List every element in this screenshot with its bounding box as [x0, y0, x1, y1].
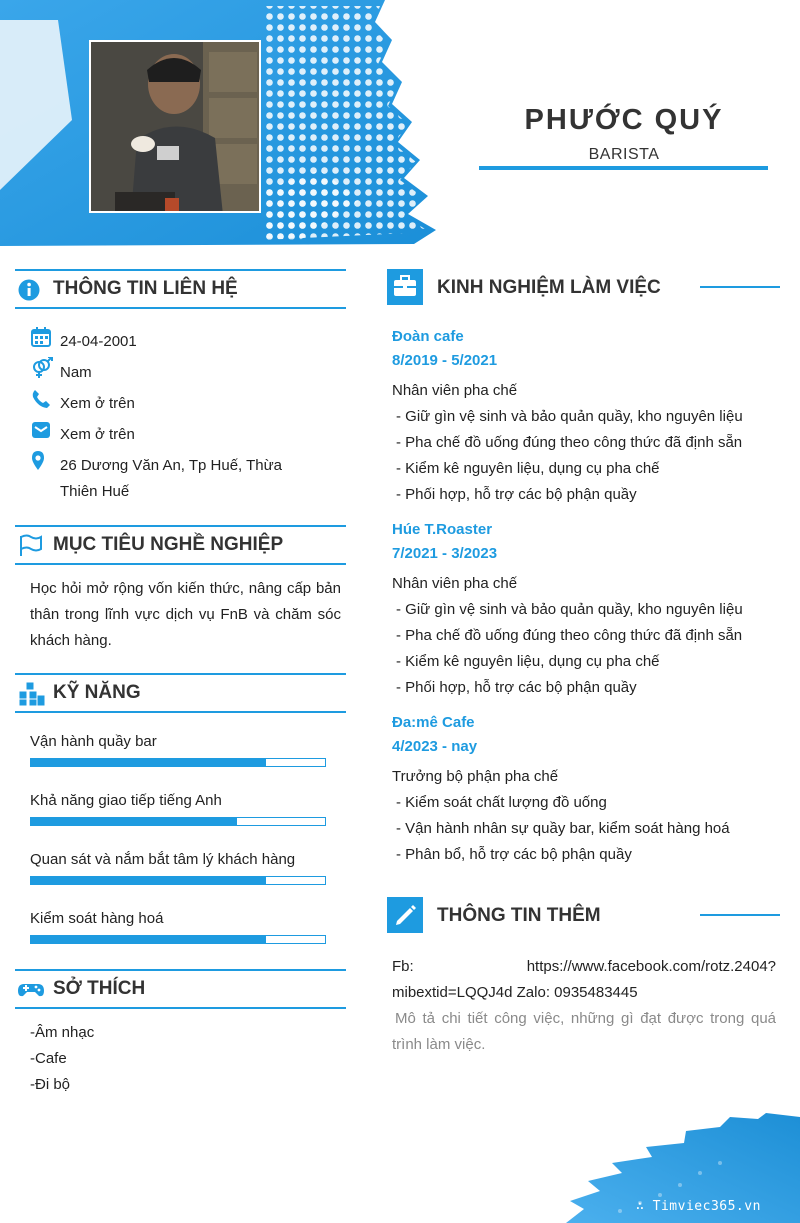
skill-item: [30, 910, 327, 932]
section-rule: [700, 286, 780, 288]
hobby-item: -Âm nhạc: [30, 1024, 95, 1041]
contact-text: Xem ở trên: [60, 395, 135, 412]
job-duty: - Kiểm kê nguyên liệu, dụng cụ pha chế: [396, 460, 660, 477]
section-more-header: [387, 897, 780, 933]
job-role: Nhân viên pha chế: [392, 382, 518, 399]
watermark: ∴ Timviec365.vn: [636, 1199, 761, 1214]
profile-photo: [89, 40, 261, 213]
section-title: THÔNG TIN LIÊN HỆ: [53, 278, 238, 299]
section-title: SỞ THÍCH: [53, 978, 146, 999]
more-description: Mô tả chi tiết công việc, những gì đạt được trong quá trình làm việc.: [392, 1010, 776, 1053]
section-contact-header: [15, 269, 346, 309]
skill-item: [30, 851, 327, 873]
cubes-icon: [17, 681, 43, 705]
contact-birthday: [30, 326, 330, 352]
section-title: KINH NGHIỆM LÀM VIỆC: [437, 277, 661, 298]
job-dates: 8/2019 - 5/2021: [392, 352, 498, 369]
skill-bar: [30, 935, 326, 944]
flag-icon: [17, 533, 43, 557]
objective-text: Học hỏi mở rộng vốn kiến thức, nâng cấp bản thân trong lĩnh vực dịch vụ FnB và chăm sóc khách hàng.: [30, 580, 341, 649]
skill-name: Vận hành quầy bar: [30, 733, 157, 750]
skill-bar: [30, 758, 326, 767]
job-duty: - Giữ gìn vệ sinh và bảo quản quầy, kho nguyên liệu: [396, 408, 743, 425]
section-skills-header: [15, 673, 346, 713]
candidate-role: BARISTA: [588, 146, 660, 163]
contact-text: Nam: [60, 364, 92, 381]
contact-gender: [30, 357, 330, 383]
contact-text: Xem ở trên: [60, 426, 135, 443]
phone-icon: [30, 388, 52, 410]
job-duty: - Kiểm soát chất lượng đồ uống: [396, 794, 607, 811]
skill-item: [30, 792, 327, 814]
section-rule: [700, 914, 780, 916]
job-duty: - Phối hợp, hỗ trợ các bộ phận quầy: [396, 679, 637, 696]
skill-name: Kiểm soát hàng hoá: [30, 910, 164, 927]
facebook-label: Fb:: [392, 958, 414, 975]
info-icon: [17, 277, 43, 301]
section-experience-header: [387, 269, 780, 305]
zalo-line: mibextid=LQQJ4d Zalo: 0935483445: [392, 984, 638, 1001]
hobby-item: -Đi bộ: [30, 1076, 71, 1093]
job-dates: 4/2023 - nay: [392, 738, 478, 755]
job-role: Trưởng bộ phận pha chế: [392, 768, 559, 785]
pencil-icon: [387, 897, 423, 933]
header-banner: [0, 0, 800, 250]
job-duty: - Giữ gìn vệ sinh và bảo quản quầy, kho nguyên liệu: [396, 601, 743, 618]
contact-address: [30, 450, 330, 502]
contact-text: 24-04-2001: [60, 333, 137, 350]
job-duty: - Pha chế đồ uống đúng theo công thức đã định sẵn: [396, 627, 743, 644]
skill-bar-fill: [31, 936, 266, 943]
job-company: Đa:mê Cafe: [392, 714, 475, 731]
gamepad-icon: [17, 977, 43, 1001]
skill-bar: [30, 876, 326, 885]
skill-name: Khả năng giao tiếp tiếng Anh: [30, 792, 222, 809]
name-underline: [479, 166, 768, 170]
skill-name: Quan sát và nắm bắt tâm lý khách hàng: [30, 851, 296, 868]
job-dates: 7/2021 - 3/2023: [392, 545, 498, 562]
calendar-icon: [30, 326, 52, 348]
more-info-block: [392, 954, 776, 1058]
contact-email: [30, 419, 330, 445]
section-title: MỤC TIÊU NGHỀ NGHIỆP: [53, 534, 284, 555]
job-role: Nhân viên pha chế: [392, 575, 518, 592]
contact-phone: [30, 388, 330, 414]
facebook-link[interactable]: https://www.facebook.com/rotz.2404?: [526, 958, 776, 975]
job-duty: - Phân bổ, hỗ trợ các bộ phận quầy: [396, 846, 632, 863]
section-title: THÔNG TIN THÊM: [437, 905, 601, 926]
hobby-item: -Cafe: [30, 1050, 67, 1067]
job-company: Đoàn cafe: [392, 328, 464, 345]
job-duty: - Phối hợp, hỗ trợ các bộ phận quầy: [396, 486, 637, 503]
job-duty: - Kiểm kê nguyên liệu, dụng cụ pha chế: [396, 653, 660, 670]
skill-bar-fill: [31, 877, 266, 884]
job-company: Húe T.Roaster: [392, 521, 493, 538]
skill-bar: [30, 817, 326, 826]
email-icon: [30, 419, 52, 441]
skill-bar-fill: [31, 818, 237, 825]
section-hobbies-header: [15, 969, 346, 1009]
contact-text-continued: Thiên Huế: [60, 483, 130, 500]
skill-item: [30, 733, 327, 755]
location-icon: [30, 450, 52, 472]
skill-bar-fill: [31, 759, 266, 766]
contact-text: 26 Dương Văn An, Tp Huế, Thừa: [60, 457, 282, 474]
gender-icon: [30, 357, 52, 379]
job-duty: - Pha chế đồ uống đúng theo công thức đã định sẵn: [396, 434, 743, 451]
job-duty: - Vận hành nhân sự quầy bar, kiểm soát hàng hoá: [396, 820, 730, 837]
section-objective-header: [15, 525, 346, 565]
briefcase-icon: [387, 269, 423, 305]
section-title: KỸ NĂNG: [53, 682, 141, 703]
candidate-name: PHƯỚC QUÝ: [524, 104, 724, 136]
